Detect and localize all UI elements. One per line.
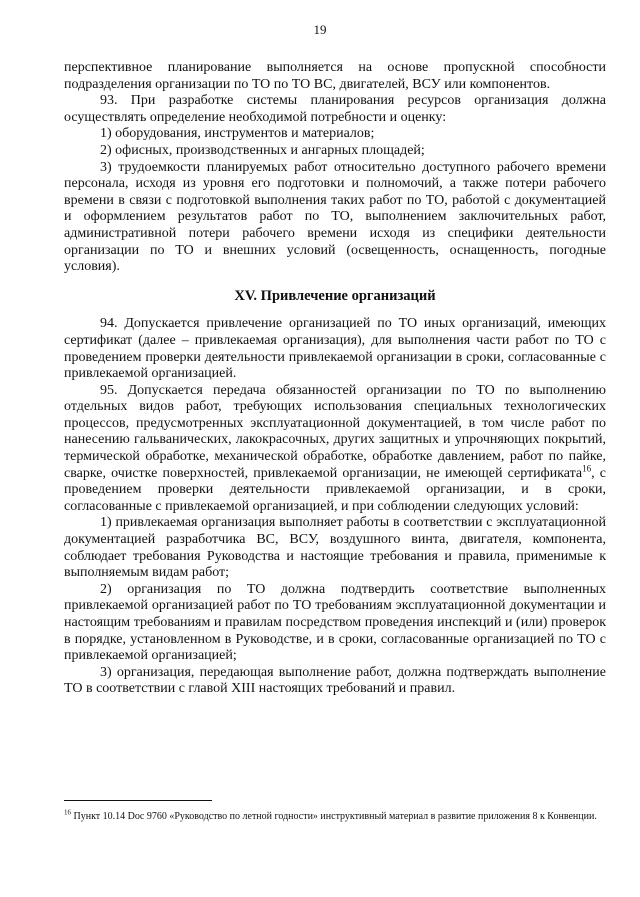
condition-item: 3) организация, передающая выполнение работ, должна подтверждать выполнение ТО в соответствии с главой XIII настоящих требований и правил. <box>64 664 606 697</box>
condition-item: 1) привлекаемая организация выполняет работы в соответствии с эксплуатационной документацией разработчика ВС, ВСУ, воздушного винта, двигателя, компонента, соблюдает требования Руководства и настоящие требования и правила, применимые к выполняемым видам работ; <box>64 515 606 581</box>
page-body <box>64 60 606 698</box>
section-heading: XV. Привлечение организаций <box>234 287 436 304</box>
paragraph-94: 94. Допускается привлечение организацией по ТО иных организаций, имеющих сертификат (далее – привлекаемая организация), для выполнения части работ по ТО с проведением проверки деятельности привлекаемой организации в сроки, согласованные с привлекаемой организацией. <box>64 316 606 382</box>
paragraph-continuation: перспективное планирование выполняется на основе пропускной способности подразделения организации по ТО по ТО ВС, двигателей, ВСУ или компонентов. <box>64 60 606 92</box>
paragraph-93: 93. При разработке системы планирования ресурсов организация должна осуществлять определение необходимой потребности и оценку: <box>64 93 606 125</box>
footnote-number: 16 <box>64 808 71 817</box>
footnote-reference[interactable]: 16 <box>582 463 592 473</box>
page-number: 19 <box>313 22 327 37</box>
paragraph-95 <box>64 383 606 516</box>
list-item: 3) трудоемкости планируемых работ относительно доступного рабочего времени персонала, исходя из уровня его подготовки и полномочий, а также потери рабочего времени в связи с подготовкой выполнения таких работ по ТО, работой с документацией и оформлением результатов работ по ТО, выполнением заключительных работ, административной потери рабочего времени исходя из специфики деятельности организации по ТО и внешних условий (освещенность, оснащенность, погодные условия). <box>64 159 606 275</box>
footnote <box>64 810 606 823</box>
footnote-divider <box>64 800 212 801</box>
footnote-text: Пункт 10.14 Doc 9760 «Руководство по летной годности» инструктивный материал в развитие приложения 8 к Конвенции. <box>73 811 597 822</box>
list-item: 1) оборудования, инструментов и материалов; <box>100 126 375 142</box>
condition-item: 2) организация по ТО должна подтвердить соответствие выполненных привлекаемой организацией работ по ТО требованиям эксплуатационной документации и настоящим требованиям и правилам посредством проведения инспекций и (или) проверок в порядке, установленном в Руководстве, и в сроки, согласованные организацией по ТО с привлекаемой организацией; <box>64 581 606 664</box>
paragraph-95-text: 95. Допускается передача обязанностей организации по ТО по выполнению отдельных видов работ, требующих использования специальных технологических процессов, предусмотренных эксплуатационной документацией, в том числе работ по нанесению гальванических, лакокрасочных, других защитных и упрочняющих покрытий, термической обработке, механической обработке, обработке давлением, работ по пайке, сварке, очистке поверхностей, привлекаемой организации, не имеющей сертификата <box>64 382 606 481</box>
paragraph-95-text-continued: , с проведением проверки деятельности привлекаемой организации, и в сроки, согласованные с привлекаемой организацией, и при соблюдении следующих условий: <box>64 465 606 514</box>
list-item: 2) офисных, производственных и ангарных площадей; <box>100 142 425 158</box>
